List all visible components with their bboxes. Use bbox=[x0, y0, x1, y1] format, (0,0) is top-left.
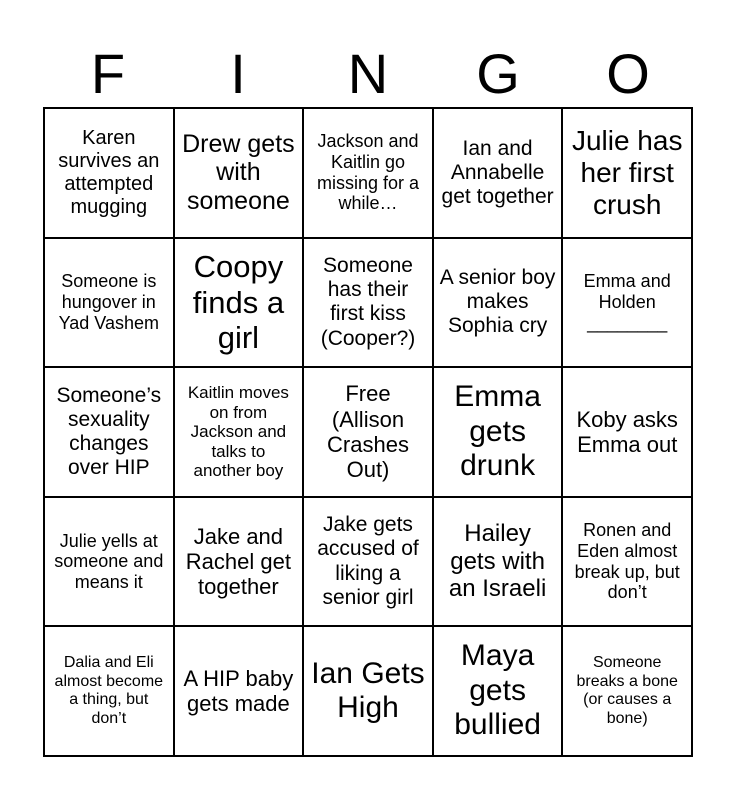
bingo-cell[interactable] bbox=[174, 238, 304, 368]
cell-text: Someone has their first kiss (Cooper?) bbox=[320, 254, 416, 350]
bingo-cell[interactable] bbox=[174, 626, 304, 756]
bingo-cell[interactable] bbox=[562, 367, 692, 497]
cell-text: Ronen and Eden almost break up, but don’t bbox=[574, 520, 680, 603]
bingo-cell[interactable] bbox=[433, 626, 563, 756]
header-letter-f: F bbox=[90, 42, 126, 105]
cell-text: Someone’s sexuality changes over HIP bbox=[56, 383, 162, 480]
bingo-cell[interactable] bbox=[44, 108, 174, 238]
bingo-cell[interactable] bbox=[303, 626, 433, 756]
cell-text: Emma gets drunk bbox=[454, 380, 541, 483]
bingo-cell[interactable] bbox=[44, 626, 174, 756]
cell-text: Free (Allison Crashes Out) bbox=[327, 381, 409, 483]
cell-text: A senior boy makes Sophia cry bbox=[439, 266, 556, 338]
cell-text: Kaitlin moves on from Jackson and talks to another boy bbox=[187, 383, 289, 481]
cell-text: Maya gets bullied bbox=[454, 639, 541, 742]
bingo-header bbox=[43, 44, 693, 104]
bingo-board bbox=[43, 107, 693, 757]
cell-text: Someone is hungover in Yad Vashem bbox=[58, 271, 159, 333]
cell-text: Someone breaks a bone (or causes a bone) bbox=[576, 654, 678, 727]
header-letter-n: N bbox=[347, 42, 389, 105]
bingo-cell[interactable] bbox=[44, 238, 174, 368]
cell-text: Jake gets accused of liking a senior girl bbox=[317, 513, 419, 609]
bingo-cell[interactable] bbox=[562, 497, 692, 627]
bingo-cell[interactable] bbox=[433, 238, 563, 368]
bingo-cell[interactable] bbox=[433, 108, 563, 238]
cell-text: Ian Gets High bbox=[311, 656, 425, 725]
cell-text: Karen survives an attempted mugging bbox=[58, 126, 160, 218]
bingo-cell[interactable] bbox=[303, 497, 433, 627]
cell-text: Julie has her first crush bbox=[571, 124, 683, 220]
cell-text: Julie yells at someone and means it bbox=[54, 530, 164, 592]
bingo-cell[interactable] bbox=[174, 367, 304, 497]
free-space-cell[interactable] bbox=[303, 367, 433, 497]
cell-text: Koby asks Emma out bbox=[576, 406, 678, 457]
cell-text: Emma and Holden ________ bbox=[583, 271, 671, 333]
cell-text: Drew gets with someone bbox=[182, 129, 295, 216]
bingo-cell[interactable] bbox=[433, 497, 563, 627]
bingo-cell[interactable] bbox=[174, 108, 304, 238]
cell-text: A HIP baby gets made bbox=[183, 665, 294, 717]
bingo-cell[interactable] bbox=[44, 497, 174, 627]
cell-text: Jake and Rachel get together bbox=[185, 523, 291, 600]
bingo-cell[interactable] bbox=[562, 108, 692, 238]
bingo-cell[interactable] bbox=[303, 108, 433, 238]
bingo-cell[interactable] bbox=[303, 238, 433, 368]
cell-text: Jackson and Kaitlin go missing for a while… bbox=[316, 131, 420, 214]
header-letter-o: O bbox=[606, 42, 650, 105]
bingo-cell[interactable] bbox=[44, 367, 174, 497]
cell-text: Coopy finds a girl bbox=[192, 248, 285, 356]
bingo-cell[interactable] bbox=[174, 497, 304, 627]
cell-text: Hailey gets with an Israeli bbox=[448, 520, 547, 603]
header-letter-i: I bbox=[230, 42, 246, 105]
bingo-cell[interactable] bbox=[562, 238, 692, 368]
bingo-cell[interactable] bbox=[433, 367, 563, 497]
header-letter-g: G bbox=[476, 42, 520, 105]
cell-text: Dalia and Eli almost become a thing, but don’t bbox=[54, 654, 164, 727]
bingo-cell[interactable] bbox=[562, 626, 692, 756]
cell-text: Ian and Annabelle get together bbox=[441, 136, 554, 208]
